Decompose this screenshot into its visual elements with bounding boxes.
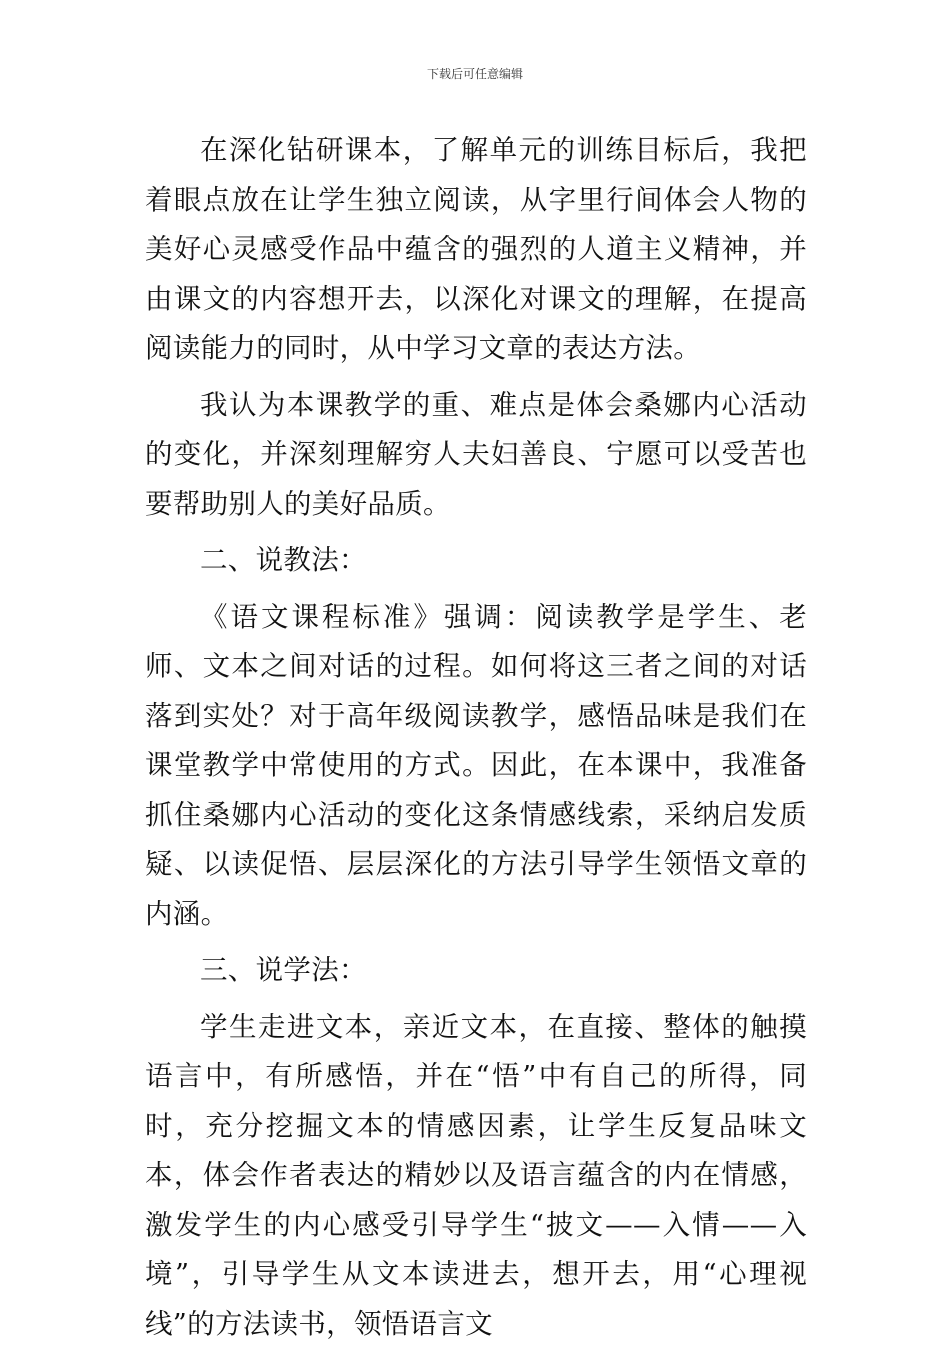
section-heading-learning-method: 三、说学法： <box>200 954 367 986</box>
paragraph-intro: 在深化钻研课本，了解单元的训练目标后，我把着眼点放在让学生独立阅读，从字里行间体会人物的美好心灵感受作品中蕴含的强烈的人道主义精神，并由课文的内容想开去，以深化对课文的理解，在提高阅读能力的同时，从中学习文章的表达方法。 <box>145 134 807 364</box>
paragraph-key-points: 我认为本课教学的重、难点是体会桑娜内心活动的变化，并深刻理解穷人夫妇善良、宁愿可以受苦也要帮助别人的美好品质。 <box>145 388 807 520</box>
document-body <box>145 126 807 1356</box>
paragraph-learning-method: 学生走进文本，亲近文本，在直接、整体的触摸语言中，有所感悟，并在“悟”中有自己的所得，同时，充分挖掘文本的情感因素，让学生反复品味文本，体会作者表达的精妙以及语言蕴含的内在情感，激发学生的内心感受引导学生“披文——入情——入境”，引导学生从文本读进去，想开去，用“心理视线”的方法读书，领悟语言文 <box>145 1010 807 1340</box>
paragraph-teaching-method: 《语文课程标准》强调：阅读教学是学生、老师、文本之间对话的过程。如何将这三者之间的对话落到实处？对于高年级阅读教学，感悟品味是我们在课堂教学中常使用的方式。因此，在本课中，我准备抓住桑娜内心活动的变化这条情感线索，采纳启发质疑、以读促悟、层层深化的方法引导学生领悟文章的内涵。 <box>145 600 807 930</box>
page-header-note: 下载后可任意编辑 <box>426 67 523 81</box>
section-heading-teaching-method: 二、说教法： <box>200 544 367 576</box>
